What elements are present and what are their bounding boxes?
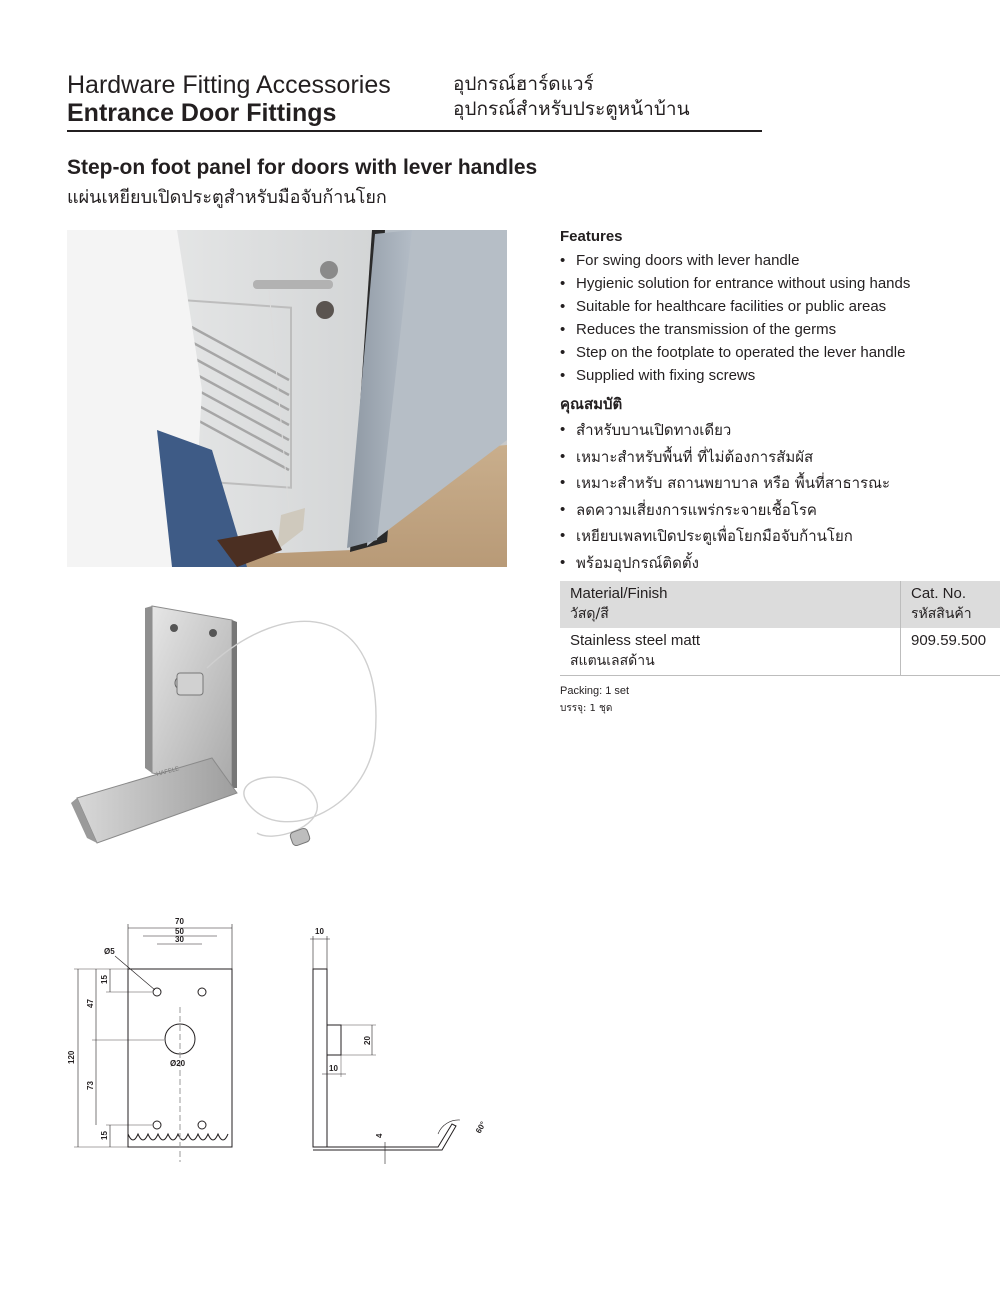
col-material-th: วัสดุ/สี <box>570 606 609 622</box>
dim-15-top: 15 <box>100 975 109 984</box>
col-material-header <box>560 581 901 628</box>
catalog-category: Hardware Fitting Accessories <box>67 71 391 99</box>
col-catno-en: Cat. No. <box>911 585 967 602</box>
material-cell <box>560 628 901 676</box>
dim-hole-20: Ø20 <box>170 1059 186 1068</box>
feature-item-thai: • ลดความเสี่ยงการแพร่กระจายเชื้อโรค <box>560 497 980 524</box>
col-catno-th: รหัสสินค้า <box>911 606 972 622</box>
feature-item-thai: • เหมาะสำหรับพื้นที่ ที่ไม่ต้องการสัมผัส <box>560 444 980 471</box>
brand-mark: HAFELE <box>155 766 181 778</box>
feature-item: • Reduces the transmission of the germs <box>560 318 980 341</box>
col-material-en: Material/Finish <box>570 585 668 602</box>
packing-info-thai: บรรจุ: 1 ชุด <box>560 703 613 714</box>
packing-info: Packing: 1 set <box>560 685 630 697</box>
product-title: Step-on foot panel for doors with lever handles <box>67 156 538 179</box>
features-list-thai <box>560 417 980 576</box>
feature-item-thai: • เหมาะสำหรับ สถานพยาบาล หรือ พื้นที่สาธารณะ <box>560 470 980 497</box>
product-image <box>67 598 497 878</box>
side-dim-angle: 60° <box>473 1120 488 1135</box>
dim-50: 50 <box>175 927 184 936</box>
step-on-plate-illustration <box>67 598 497 878</box>
header-rule <box>67 130 762 132</box>
features-heading: Features <box>560 228 623 245</box>
catalog-subcategory-thai: อุปกรณ์สำหรับประตูหน้าบ้าน <box>453 98 690 120</box>
material-en: Stainless steel matt <box>570 632 701 649</box>
features-heading-thai: คุณสมบัติ <box>560 395 623 413</box>
material-th: สแตนเลสด้าน <box>570 653 655 669</box>
side-dim-10-bottom: 10 <box>329 1064 338 1073</box>
feature-item: • Hygienic solution for entrance without using hands <box>560 272 980 295</box>
dim-hole-5: Ø5 <box>104 947 115 956</box>
features-list <box>560 249 980 387</box>
usage-photo-illustration <box>67 230 507 567</box>
feature-item-thai: • พร้อมอุปกรณ์ติดตั้ง <box>560 550 980 577</box>
dim-47: 47 <box>86 999 95 1008</box>
feature-item-thai: • สำหรับบานเปิดทางเดียว <box>560 417 980 444</box>
table-row <box>560 628 1000 676</box>
dim-30: 30 <box>175 935 184 944</box>
dimension-drawing <box>60 912 510 1172</box>
dim-73: 73 <box>86 1081 95 1090</box>
feature-item: • For swing doors with lever handle <box>560 249 980 272</box>
product-table <box>560 581 1000 676</box>
technical-drawing <box>60 912 510 1172</box>
feature-item-thai: • เหยียบเพลทเปิดประตูเพื่อโยกมือจับก้านโยก <box>560 523 980 550</box>
catalog-subcategory: Entrance Door Fittings <box>67 99 337 127</box>
usage-photo <box>67 230 507 567</box>
col-catno-header <box>901 581 1000 628</box>
feature-item: • Supplied with fixing screws <box>560 364 980 387</box>
side-dim-10-top: 10 <box>315 927 324 936</box>
feature-item: • Step on the footplate to operated the lever handle <box>560 341 980 364</box>
product-title-thai: แผ่นเหยียบเปิดประตูสำหรับมือจับก้านโยก <box>67 187 387 208</box>
dim-70: 70 <box>175 917 184 926</box>
catno-cell: 909.59.500 <box>901 628 1000 676</box>
catalog-category-thai: อุปกรณ์ฮาร์ดแวร์ <box>453 73 594 95</box>
table-header-row <box>560 581 1000 628</box>
side-dim-4: 4 <box>375 1133 384 1138</box>
dim-15-bottom: 15 <box>100 1131 109 1140</box>
dim-120: 120 <box>67 1050 76 1064</box>
side-dim-20: 20 <box>363 1036 372 1045</box>
feature-item: • Suitable for healthcare facilities or public areas <box>560 295 980 318</box>
